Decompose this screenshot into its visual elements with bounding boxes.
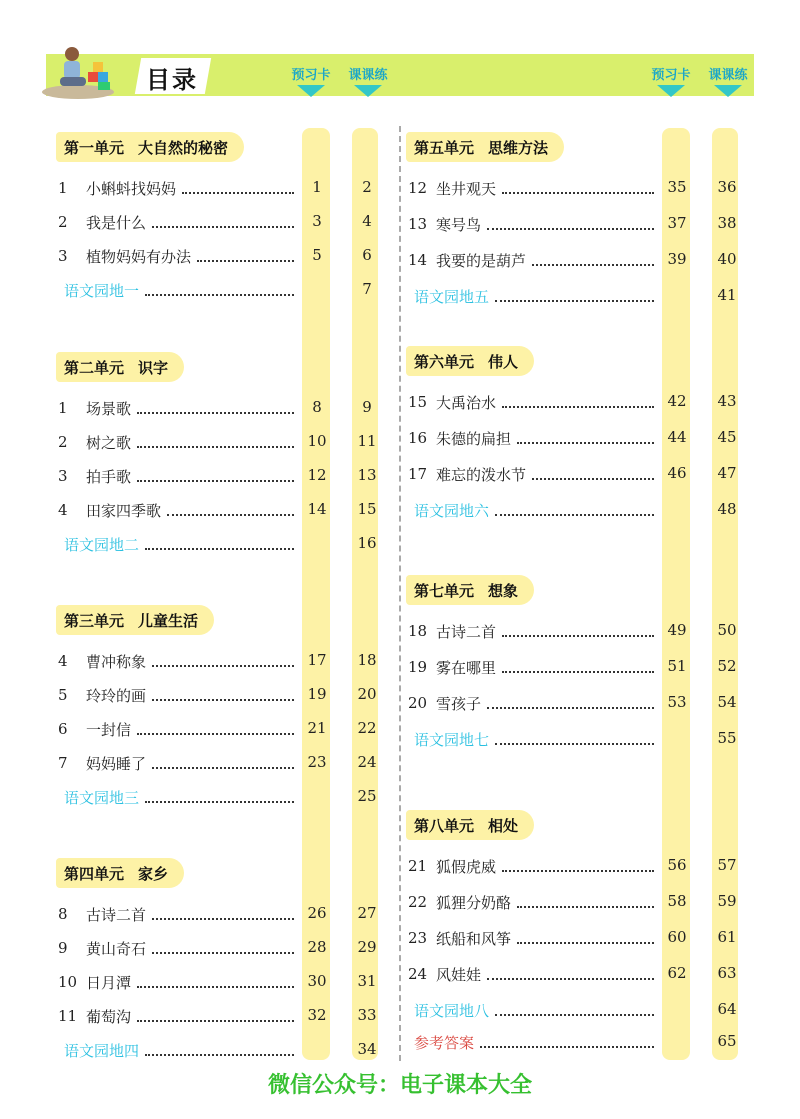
preview-page-number: 58 xyxy=(667,892,687,910)
preview-card-label-right: 预习卡 xyxy=(644,64,698,86)
lesson-number: 19 xyxy=(408,658,428,676)
dot-leader xyxy=(532,254,654,266)
lesson-title: 大禹治水 xyxy=(436,393,497,412)
practice-page-number: 41 xyxy=(717,286,737,304)
dot-leader xyxy=(495,1004,654,1016)
preview-page-number: 51 xyxy=(667,657,687,675)
lesson-row[interactable] xyxy=(58,1004,300,1028)
lesson-row[interactable] xyxy=(408,462,660,486)
dot-leader xyxy=(182,182,294,194)
lesson-title: 古诗二首 xyxy=(86,905,147,924)
preview-page-number: 32 xyxy=(307,1006,327,1024)
preview-page-number: 21 xyxy=(307,719,327,737)
dot-leader xyxy=(137,436,294,448)
preview-card-label-left: 预习卡 xyxy=(284,64,338,86)
unit-heading xyxy=(406,346,534,376)
garden-row[interactable] xyxy=(60,1038,300,1062)
lesson-row[interactable] xyxy=(58,717,300,741)
lesson-row[interactable] xyxy=(58,683,300,707)
dot-leader xyxy=(152,216,294,228)
preview-page-number: 56 xyxy=(667,856,687,874)
lesson-number: 3 xyxy=(58,247,68,265)
preview-page-number: 5 xyxy=(312,246,322,264)
lesson-title: 狐假虎威 xyxy=(436,857,497,876)
preview-page-number: 26 xyxy=(307,904,327,922)
practice-page-number: 33 xyxy=(357,1006,377,1024)
lesson-row[interactable] xyxy=(58,649,300,673)
preview-page-number: 53 xyxy=(667,693,687,711)
dot-leader xyxy=(145,791,294,803)
dot-leader xyxy=(487,218,654,230)
lesson-row[interactable] xyxy=(58,464,300,488)
lesson-row[interactable] xyxy=(408,248,660,272)
dot-leader xyxy=(532,468,654,480)
lesson-row[interactable] xyxy=(408,890,660,914)
practice-page-number: 11 xyxy=(357,432,377,450)
preview-page-number: 60 xyxy=(667,928,687,946)
answers-page-number: 65 xyxy=(717,1032,737,1050)
lesson-title: 古诗二首 xyxy=(436,622,497,641)
garden-row[interactable] xyxy=(410,998,660,1022)
practice-page-number: 48 xyxy=(717,500,737,518)
unit-number: 第七单元 xyxy=(414,581,475,600)
unit-heading xyxy=(56,132,244,162)
garden-title: 语文园地二 xyxy=(64,535,140,554)
garden-row[interactable] xyxy=(60,532,300,556)
lesson-number: 24 xyxy=(408,965,428,983)
dot-leader xyxy=(167,504,294,516)
practice-page-number: 64 xyxy=(717,1000,737,1018)
unit-title: 识字 xyxy=(138,358,169,377)
lesson-title: 我是什么 xyxy=(86,213,147,232)
lesson-title: 植物妈妈有办法 xyxy=(86,247,192,266)
lesson-number: 1 xyxy=(58,399,68,417)
dot-leader xyxy=(152,757,294,769)
lesson-row[interactable] xyxy=(408,854,660,878)
lesson-number: 21 xyxy=(408,857,428,875)
lesson-title: 日月潭 xyxy=(86,973,132,992)
unit-title: 思维方法 xyxy=(488,138,549,157)
lesson-number: 10 xyxy=(58,973,78,991)
practice-page-number: 50 xyxy=(717,621,737,639)
lesson-number: 18 xyxy=(408,622,428,640)
practice-page-number: 45 xyxy=(717,428,737,446)
lesson-row[interactable] xyxy=(58,498,300,522)
unit-number: 第三单元 xyxy=(64,611,125,630)
practice-page-number: 9 xyxy=(362,398,372,416)
dot-leader xyxy=(487,697,654,709)
dot-leader xyxy=(502,661,654,673)
answers-row[interactable] xyxy=(410,1030,660,1054)
lesson-row[interactable] xyxy=(408,426,660,450)
lesson-title: 田家四季歌 xyxy=(86,501,162,520)
lesson-number: 15 xyxy=(408,393,428,411)
lesson-row[interactable] xyxy=(58,210,300,234)
practice-page-number: 16 xyxy=(357,534,377,552)
lesson-number: 6 xyxy=(58,720,68,738)
practice-page-number: 29 xyxy=(357,938,377,956)
lesson-title: 小蝌蚪找妈妈 xyxy=(86,179,177,198)
practice-page-number: 47 xyxy=(717,464,737,482)
lesson-number: 2 xyxy=(58,433,68,451)
lesson-title: 坐井观天 xyxy=(436,179,497,198)
practice-page-number: 15 xyxy=(357,500,377,518)
preview-page-number: 10 xyxy=(307,432,327,450)
lesson-title: 寒号鸟 xyxy=(436,215,482,234)
garden-title: 语文园地四 xyxy=(64,1041,140,1060)
lesson-row[interactable] xyxy=(408,962,660,986)
lesson-number: 12 xyxy=(408,179,428,197)
lesson-row[interactable] xyxy=(408,176,660,200)
preview-page-number: 23 xyxy=(307,753,327,771)
lesson-number: 17 xyxy=(408,465,428,483)
lesson-title: 妈妈睡了 xyxy=(86,754,147,773)
preview-page-number: 28 xyxy=(307,938,327,956)
child-building-blocks-icon xyxy=(40,44,120,100)
garden-row[interactable] xyxy=(410,727,660,751)
practice-page-number: 61 xyxy=(717,928,737,946)
lesson-number: 7 xyxy=(58,754,68,772)
lesson-title: 玲玲的画 xyxy=(86,686,147,705)
preview-page-number: 30 xyxy=(307,972,327,990)
lesson-row[interactable] xyxy=(408,926,660,950)
lesson-row[interactable] xyxy=(408,212,660,236)
preview-page-number: 46 xyxy=(667,464,687,482)
practice-label-right: 课课练 xyxy=(700,64,756,86)
unit-heading xyxy=(406,575,534,605)
lesson-row[interactable] xyxy=(408,619,660,643)
unit-number: 第八单元 xyxy=(414,816,475,835)
lesson-row[interactable] xyxy=(408,655,660,679)
lesson-title: 难忘的泼水节 xyxy=(436,465,527,484)
practice-page-number: 59 xyxy=(717,892,737,910)
dot-leader xyxy=(152,908,294,920)
lesson-title: 我要的是葫芦 xyxy=(436,251,527,270)
unit-number: 第六单元 xyxy=(414,352,475,371)
lesson-number: 13 xyxy=(408,215,428,233)
dot-leader xyxy=(152,689,294,701)
practice-page-number: 57 xyxy=(717,856,737,874)
dot-leader xyxy=(152,655,294,667)
lesson-row[interactable] xyxy=(408,390,660,414)
garden-title: 语文园地五 xyxy=(414,287,490,306)
practice-page-number: 36 xyxy=(717,178,737,196)
dot-leader xyxy=(145,1044,294,1056)
preview-page-number: 3 xyxy=(312,212,322,230)
garden-title: 语文园地七 xyxy=(414,730,490,749)
unit-heading xyxy=(406,132,564,162)
practice-page-number: 40 xyxy=(717,250,737,268)
lesson-title: 雾在哪里 xyxy=(436,658,497,677)
column-divider xyxy=(399,126,401,1061)
lesson-row[interactable] xyxy=(58,936,300,960)
lesson-title: 树之歌 xyxy=(86,433,132,452)
preview-page-number: 14 xyxy=(307,500,327,518)
lesson-title: 狐狸分奶酪 xyxy=(436,893,512,912)
garden-row[interactable] xyxy=(410,284,660,308)
practice-page-number: 7 xyxy=(362,280,372,298)
dot-leader xyxy=(137,470,294,482)
lesson-title: 朱德的扁担 xyxy=(436,429,512,448)
dot-leader xyxy=(197,250,294,262)
unit-title: 想象 xyxy=(488,581,519,600)
lesson-number: 20 xyxy=(408,694,428,712)
unit-heading xyxy=(56,605,214,635)
page-title: 目录 xyxy=(146,66,198,94)
dot-leader xyxy=(480,1036,654,1048)
practice-page-number: 54 xyxy=(717,693,737,711)
practice-page-number: 55 xyxy=(717,729,737,747)
lesson-title: 场景歌 xyxy=(86,399,132,418)
lesson-title: 黄山奇石 xyxy=(86,939,147,958)
garden-title: 语文园地三 xyxy=(64,788,140,807)
dot-leader xyxy=(502,396,654,408)
preview-page-number: 62 xyxy=(667,964,687,982)
preview-page-number: 49 xyxy=(667,621,687,639)
lesson-number: 8 xyxy=(58,905,68,923)
unit-heading xyxy=(56,858,184,888)
unit-number: 第一单元 xyxy=(64,138,125,157)
garden-title: 语文园地八 xyxy=(414,1001,490,1020)
lesson-number: 14 xyxy=(408,251,428,269)
unit-number: 第四单元 xyxy=(64,864,125,883)
preview-page-number: 17 xyxy=(307,651,327,669)
practice-page-number: 20 xyxy=(357,685,377,703)
lesson-title: 雪孩子 xyxy=(436,694,482,713)
garden-row[interactable] xyxy=(60,278,300,302)
dot-leader xyxy=(502,625,654,637)
dot-leader xyxy=(152,942,294,954)
practice-page-number: 27 xyxy=(357,904,377,922)
lesson-number: 3 xyxy=(58,467,68,485)
practice-page-number: 63 xyxy=(717,964,737,982)
dot-leader xyxy=(495,504,654,516)
unit-number: 第二单元 xyxy=(64,358,125,377)
dot-leader xyxy=(145,538,294,550)
unit-title: 相处 xyxy=(488,816,519,835)
lesson-title: 风娃娃 xyxy=(436,965,482,984)
dot-leader xyxy=(495,733,654,745)
practice-page-number: 4 xyxy=(362,212,372,230)
dot-leader xyxy=(502,182,654,194)
lesson-title: 曹冲称象 xyxy=(86,652,147,671)
practice-page-number: 34 xyxy=(357,1040,377,1058)
dot-leader xyxy=(517,432,654,444)
practice-page-number: 13 xyxy=(357,466,377,484)
preview-page-number: 8 xyxy=(312,398,322,416)
lesson-number: 2 xyxy=(58,213,68,231)
unit-title: 儿童生活 xyxy=(138,611,199,630)
lesson-title: 拍手歌 xyxy=(86,467,132,486)
lesson-number: 23 xyxy=(408,929,428,947)
dot-leader xyxy=(137,723,294,735)
preview-page-number: 12 xyxy=(307,466,327,484)
dot-leader xyxy=(502,860,654,872)
garden-row[interactable] xyxy=(60,785,300,809)
unit-heading xyxy=(406,810,534,840)
practice-page-number: 18 xyxy=(357,651,377,669)
lesson-row[interactable] xyxy=(58,902,300,926)
lesson-number: 5 xyxy=(58,686,68,704)
dot-leader xyxy=(137,1010,294,1022)
unit-number: 第五单元 xyxy=(414,138,475,157)
preview-page-number: 37 xyxy=(667,214,687,232)
lesson-number: 4 xyxy=(58,652,68,670)
practice-label-left: 课课练 xyxy=(340,64,396,86)
dot-leader xyxy=(487,968,654,980)
practice-page-number: 38 xyxy=(717,214,737,232)
lesson-number: 11 xyxy=(58,1007,78,1025)
practice-page-number: 24 xyxy=(357,753,377,771)
unit-title: 家乡 xyxy=(138,864,169,883)
garden-row[interactable] xyxy=(410,498,660,522)
dot-leader xyxy=(137,402,294,414)
footer-watermark: 微信公众号：电子课本大全 xyxy=(267,1073,532,1098)
lesson-row[interactable] xyxy=(58,751,300,775)
lesson-row[interactable] xyxy=(408,691,660,715)
lesson-number: 16 xyxy=(408,429,428,447)
garden-title: 语文园地六 xyxy=(414,501,490,520)
practice-page-number: 6 xyxy=(362,246,372,264)
lesson-title: 一封信 xyxy=(86,720,132,739)
lesson-title: 纸船和风筝 xyxy=(436,929,512,948)
preview-page-number: 42 xyxy=(667,392,687,410)
dot-leader xyxy=(517,896,654,908)
practice-page-number: 22 xyxy=(357,719,377,737)
lesson-row[interactable] xyxy=(58,176,300,200)
unit-title: 大自然的秘密 xyxy=(138,138,229,157)
dot-leader xyxy=(517,932,654,944)
preview-page-number: 44 xyxy=(667,428,687,446)
answers-title: 参考答案 xyxy=(414,1033,475,1052)
garden-title: 语文园地一 xyxy=(64,281,140,300)
practice-page-number: 25 xyxy=(357,787,377,805)
preview-page-number: 19 xyxy=(307,685,327,703)
lesson-row[interactable] xyxy=(58,396,300,420)
dot-leader xyxy=(145,284,294,296)
lesson-number: 22 xyxy=(408,893,428,911)
preview-page-number: 39 xyxy=(667,250,687,268)
dot-leader xyxy=(495,290,654,302)
practice-page-number: 52 xyxy=(717,657,737,675)
unit-title: 伟人 xyxy=(488,352,519,371)
lesson-row[interactable] xyxy=(58,244,300,268)
lesson-number: 9 xyxy=(58,939,68,957)
practice-page-number: 43 xyxy=(717,392,737,410)
unit-heading xyxy=(56,352,184,382)
dot-leader xyxy=(137,976,294,988)
practice-page-number: 2 xyxy=(362,178,372,196)
preview-page-number: 1 xyxy=(312,178,322,196)
practice-page-number: 31 xyxy=(357,972,377,990)
lesson-number: 4 xyxy=(58,501,68,519)
lesson-title: 葡萄沟 xyxy=(86,1007,132,1026)
lesson-row[interactable] xyxy=(58,430,300,454)
lesson-number: 1 xyxy=(58,179,68,197)
lesson-row[interactable] xyxy=(58,970,300,994)
preview-page-number: 35 xyxy=(667,178,687,196)
